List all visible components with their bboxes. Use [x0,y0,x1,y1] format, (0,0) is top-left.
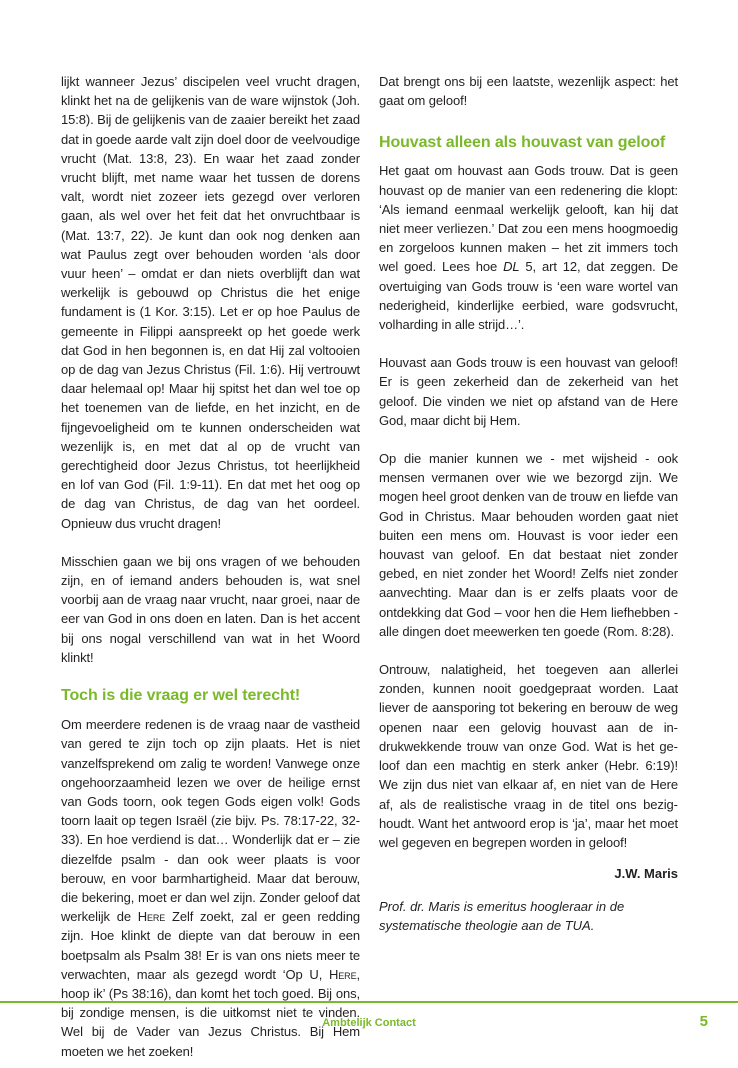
magazine-name: Ambtelijk Contact [322,1017,416,1029]
left-paragraph-3-part-c: , hoop ik’ (Ps 38:16), dan komt het toch goed. Bij ons, bij zondige mensen, is die uitkomst niet te vinden. Wel bij de Vader van Jezus Christus. Bij Hem moeten we het zoeken! [61,966,360,1059]
dl-abbreviation: DL [503,259,520,275]
page-number: 5 [699,1013,708,1030]
right-paragraph-2-part-a: Het gaat om houvast aan Gods trouw. Dat is geen houvast op de manier van een redenering die klopt: ‘Als iemand eenmaal werkelijk gelooft, kan hij dat niet meer verliezen.’ Dat zou een mens hoogmoedig en zorgeloos kunnen maken – het zit immers toch wel goed. Lees hoe [379,163,678,275]
right-paragraph-1: Dat brengt ons bij een laatste, wezenlijk aspect: het gaat om geloof! [379,74,678,109]
left-paragraph-1: lijkt wanneer Jezus’ discipelen veel vrucht dragen, klinkt het na de gelijkenis van de ware wijnstok (Joh. 15:8). Bij de gelijkenis van de zaaier bereikt het zaad dat in goede aarde valt zijn doel door de veelvoudige vrucht (Mat. 13:8, 23). En waar het zaad zonder vrucht blijft, met name waar het tussen de dorens valt, wordt niet zozeer iets gezegd over verloren gaan, als wel over het feit dat het onvruchtbaar is (Mat. 13:7, 22). Je kunt dan ook nog denken aan wat Paulus zegt over behouden worden ‘als door vuur heen’ – omdat er dan niets overblijft dan wat werkelijk is gebouwd op Christus die het enige fundament is (1 Kor. 3:15). Let er op hoe Paulus de gemeente in Filippi aanspreekt op het goede werk dat God in hen begonnen is, en dat Hij zal voltooien op de dag van Jezus Christus (Fil. 1:6). Hij vertrouwt daar helemaal op! Maar hij spitst het dan wel toe op het toenemen van de liefde, en het inzicht, en de fijngevoeligheid om te kunnen onderscheiden wat wezenlijk is, en met dat al op de vrucht van gerechtigheid door Jezus Christus, tot heerlijkheid en lof van God (Fil. 1:9-11). En dat met het oog op de dag van Christus, de dag van het oordeel. Opnieuw dus vrucht dragen! [61,74,360,531]
left-paragraph-3 [61,715,360,1061]
author-note: Prof. dr. Maris is emeritus hoogleraar in de systematische theologie aan de TUA. [379,899,625,934]
right-paragraph-4: Op die manier kunnen we - met wijsheid - ook mensen vermanen over wie we bezorgd zijn. We mogen heel groot denken van de trouw en liefde van God in Christus. Maar behouden worden gaat niet buiten een mens om. Houvast is voor ieder een houvast van geloof. En dat bestaat niet zonder gebed, en niet zonder het Woord! Zelfs niet zonder aanvechting. Maar dan is er zelfs plaats voor de ontdekking dat God – voor hen die Hem liefhebben - alle dingen doet meewerken ten goede (Rom. 8:28). [379,451,678,639]
footer-rule [0,1001,738,1003]
right-paragraph-5: Ontrouw, nalatigheid, het toegeven aan allerlei zonden, kunnen nooit goedgepraat worden. Laat liever de aansporing tot bekering en berouw de weg openen naar een gelovig houvast aan de indrukwekkende trouw van onze God. Wat is het geloof dan een machtig en sterk anker (Hebr. 6:19)! We zijn dus niet van elkaar af, en niet van de Here af, als de realistische vraag in de titel ons bezighoudt. Want het antwoord erop is ‘ja’, maar het moet wel gegeven en begrepen worden in geloof! [379,662,678,850]
right-column [379,72,678,935]
section-heading-toch: Toch is die vraag er wel terecht! [61,687,301,705]
right-paragraph-2 [379,161,678,334]
left-paragraph-2: Misschien gaan we bij ons vragen of we behouden zijn, en of iemand anders behouden is, wat snel voorbij aan de vraag naar vrucht, naar groei, naar de eer van God in ons doen en laten. Dan is het accent bij ons nogal verschillend van wat in het Woord klinkt! [61,553,360,665]
section-heading-houvast: Houvast alleen als houvast van geloof [379,134,666,152]
left-column [61,72,360,1061]
lord-smallcaps-2: Here [328,966,357,982]
left-paragraph-3-part-a: Om meerdere redenen is de vraag naar de vastheid van gered te zijn toch op zijn plaats. Het is niet vanzelfsprekend om zalig te worden! Vanwege onze ongehoorzaamheid lezen we over de heilige ernst van Gods toorn, ook tegen Gods eigen volk! Gods toorn laait op tegen Israël (zie bijv. Ps. 78:17-22, 32-33). En hoe verdiend is dat… Wonderlijk dat er – zie diezelfde psalm - dan ook weer plaats is voor berouw, en voor barmhartigheid. Maar dat berouw, die bekering, moet er dan wel zijn. Zonder geloof dat werkelijk de [61,717,360,925]
author-signature: J.W. Maris [614,866,678,882]
right-paragraph-3: Houvast aan Gods trouw is een houvast van geloof! Er is geen zekerheid dan de zekerheid van het geloof. Die vinden we niet op afstand van de Here God, maar dicht bij Hem. [379,355,678,428]
lord-smallcaps-1: Here [137,909,166,925]
left-paragraph-3-part-b: Zelf zoekt, zal er geen redding zijn. Hoe klinkt de diepte van dat berouw in een boetpsalm als Psalm 38! Er is van ons niets meer te verwachten, maar als gezegd wordt ‘Op U, [61,909,360,982]
right-paragraph-2-part-b: 5, art 12, dat zeggen. De overtuiging van Gods trouw is ‘een ware wortel van nederigheid, kinderlijke eerbied, ware godsvrucht, volharding in alle strijd…’. [379,259,679,333]
